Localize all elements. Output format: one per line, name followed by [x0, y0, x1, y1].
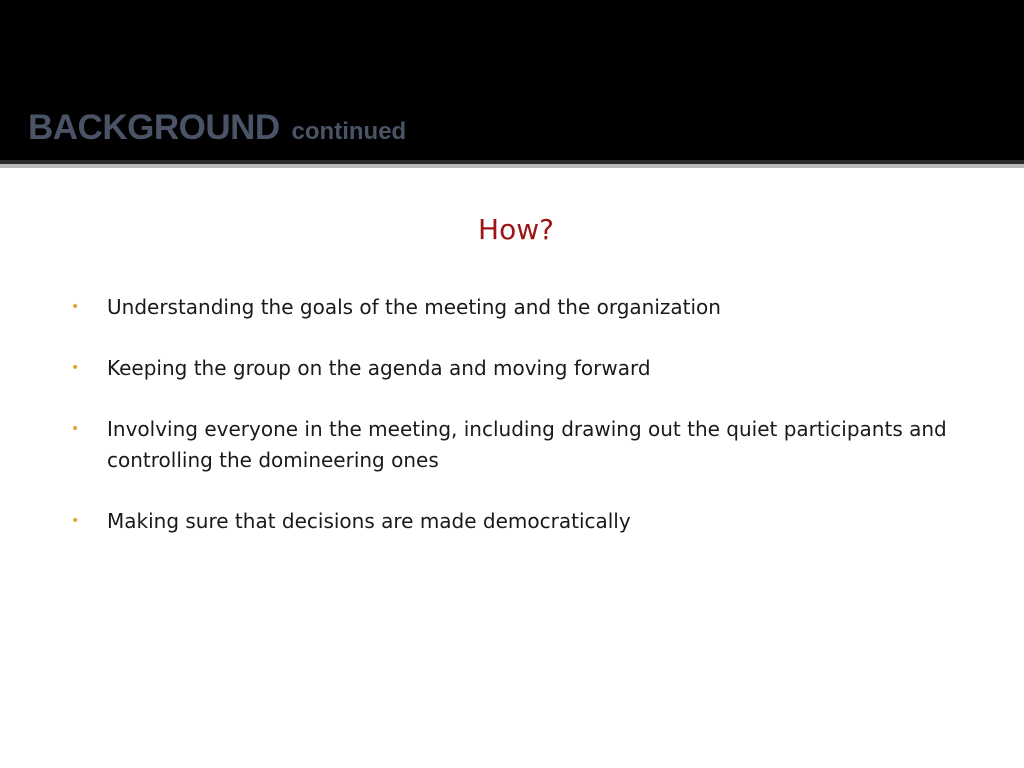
title-main: BACKGROUND [28, 108, 280, 147]
bullet-item [68, 292, 968, 323]
bullet-text: Understanding the goals of the meeting and the organization [107, 295, 721, 319]
bullet-marker: • [71, 299, 80, 315]
subheading: How? [478, 213, 554, 246]
slide-title [28, 110, 406, 145]
bullet-text: Involving everyone in the meeting, including drawing out the quiet participants and controlling the domineering ones [107, 417, 947, 472]
title-band [0, 0, 1024, 160]
title-sub: continued [291, 118, 407, 145]
bullet-item [68, 506, 968, 537]
bullet-item [68, 414, 968, 476]
bullet-marker: • [71, 513, 80, 529]
bullet-marker: • [71, 421, 80, 437]
bullet-marker: • [71, 360, 80, 376]
bullet-text: Making sure that decisions are made democratically [107, 509, 631, 533]
title-divider-light [0, 164, 1024, 168]
bullet-item [68, 353, 968, 384]
bullet-text: Keeping the group on the agenda and moving forward [107, 356, 651, 380]
bullet-list [68, 292, 968, 567]
